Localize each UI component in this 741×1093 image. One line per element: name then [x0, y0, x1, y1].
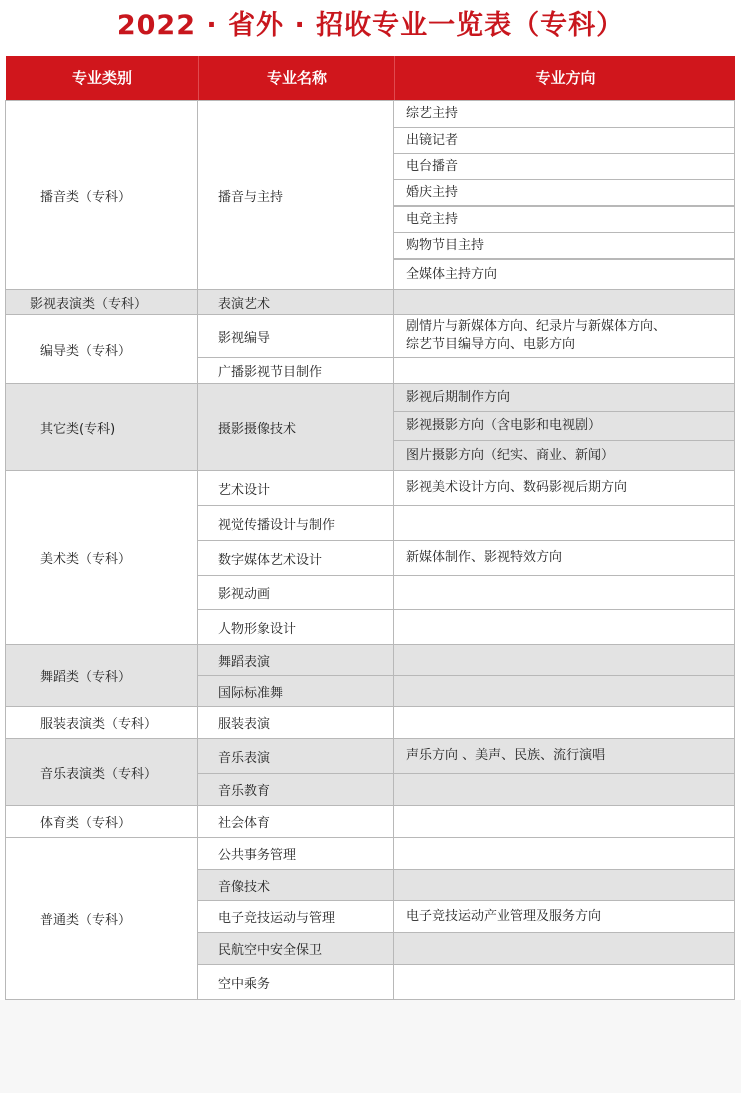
category-cell: 播音类（专科）	[5, 100, 198, 290]
major-cell: 服装表演	[197, 706, 394, 739]
category-cell: 其它类(专科)	[5, 383, 198, 471]
major-cell: 表演艺术	[197, 289, 394, 315]
header-major: 专业名称	[198, 56, 395, 101]
direction-line: 综艺节目编导方向、电影方向	[406, 337, 576, 352]
category-cell: 美术类（专科）	[5, 470, 198, 645]
page-title: 2022 · 省外 · 招收专业一览表（专科）	[116, 10, 625, 41]
direction-line: 剧情片与新媒体方向、纪录片与新媒体方向、	[406, 319, 667, 334]
category-cell: 服装表演类（专科）	[5, 706, 198, 739]
major-cell: 音乐教育	[197, 773, 394, 806]
direction-cell: 新媒体制作、影视特效方向	[393, 540, 735, 576]
bottom-background	[0, 1000, 741, 1093]
major-cell: 播音与主持	[197, 100, 394, 290]
direction-cell: 图片摄影方向（纪实、商业、新闻）	[393, 440, 735, 471]
major-cell: 人物形象设计	[197, 609, 394, 645]
major-cell: 视觉传播设计与制作	[197, 505, 394, 541]
direction-cell	[393, 964, 735, 1000]
major-cell: 民航空中安全保卫	[197, 932, 394, 965]
table-header	[6, 56, 735, 101]
category-cell: 音乐表演类（专科）	[5, 738, 198, 806]
major-cell: 公共事务管理	[197, 837, 394, 870]
table-group	[6, 806, 735, 838]
direction-cell	[393, 289, 735, 315]
direction-cell: 声乐方向 、美声、民族、流行演唱	[393, 738, 735, 774]
direction-cell: 全媒体主持方向	[393, 259, 735, 290]
direction-cell: 购物节目主持	[393, 232, 735, 259]
table-group	[6, 707, 735, 739]
direction-cell	[393, 932, 735, 965]
header-direction: 专业方向	[394, 56, 736, 101]
major-cell: 舞蹈表演	[197, 644, 394, 676]
direction-cell: 电台播音	[393, 153, 735, 180]
direction-cell	[393, 357, 735, 384]
direction-cell	[393, 575, 735, 610]
direction-cell	[393, 837, 735, 870]
direction-cell: 综艺主持	[393, 100, 735, 128]
table-group	[6, 838, 735, 1000]
table-group	[6, 290, 735, 315]
category-cell: 舞蹈类（专科）	[5, 644, 198, 707]
major-cell: 国际标准舞	[197, 675, 394, 707]
category-cell: 体育类（专科）	[5, 805, 198, 838]
major-cell: 音乐表演	[197, 738, 394, 774]
direction-cell: 电竞主持	[393, 206, 735, 233]
table-group	[6, 384, 735, 471]
table-group	[6, 471, 735, 645]
direction-cell	[393, 505, 735, 541]
direction-cell: 出镜记者	[393, 127, 735, 154]
major-cell: 摄影摄像技术	[197, 383, 394, 471]
direction-cell	[393, 675, 735, 707]
direction-cell: 婚庆主持	[393, 179, 735, 206]
major-cell: 艺术设计	[197, 470, 394, 506]
major-cell: 社会体育	[197, 805, 394, 838]
direction-cell	[393, 609, 735, 645]
direction-cell	[393, 314, 735, 358]
major-cell: 数字媒体艺术设计	[197, 540, 394, 576]
direction-cell	[393, 869, 735, 901]
category-cell: 编导类（专科）	[5, 314, 198, 384]
category-cell: 普通类（专科）	[5, 837, 198, 1000]
table-group	[6, 645, 735, 707]
direction-cell	[393, 644, 735, 676]
major-cell: 广播影视节目制作	[197, 357, 394, 384]
category-cell: 影视表演类（专科）	[5, 289, 198, 315]
direction-cell	[393, 706, 735, 739]
major-cell: 空中乘务	[197, 964, 394, 1000]
direction-cell: 影视摄影方向（含电影和电视剧）	[393, 411, 735, 441]
table-group	[6, 101, 735, 290]
header-category: 专业类别	[71, 69, 132, 87]
direction-cell: 电子竞技运动产业管理及服务方向	[393, 900, 735, 933]
table-group	[6, 315, 735, 384]
table-group	[6, 739, 735, 806]
direction-cell	[393, 805, 735, 838]
direction-cell: 影视美术设计方向、数码影视后期方向	[393, 470, 735, 506]
major-cell: 影视动画	[197, 575, 394, 610]
major-cell: 音像技术	[197, 869, 394, 901]
major-cell: 影视编导	[197, 314, 394, 358]
major-cell: 电子竞技运动与管理	[197, 900, 394, 933]
direction-cell: 影视后期制作方向	[393, 383, 735, 412]
direction-cell	[393, 773, 735, 806]
